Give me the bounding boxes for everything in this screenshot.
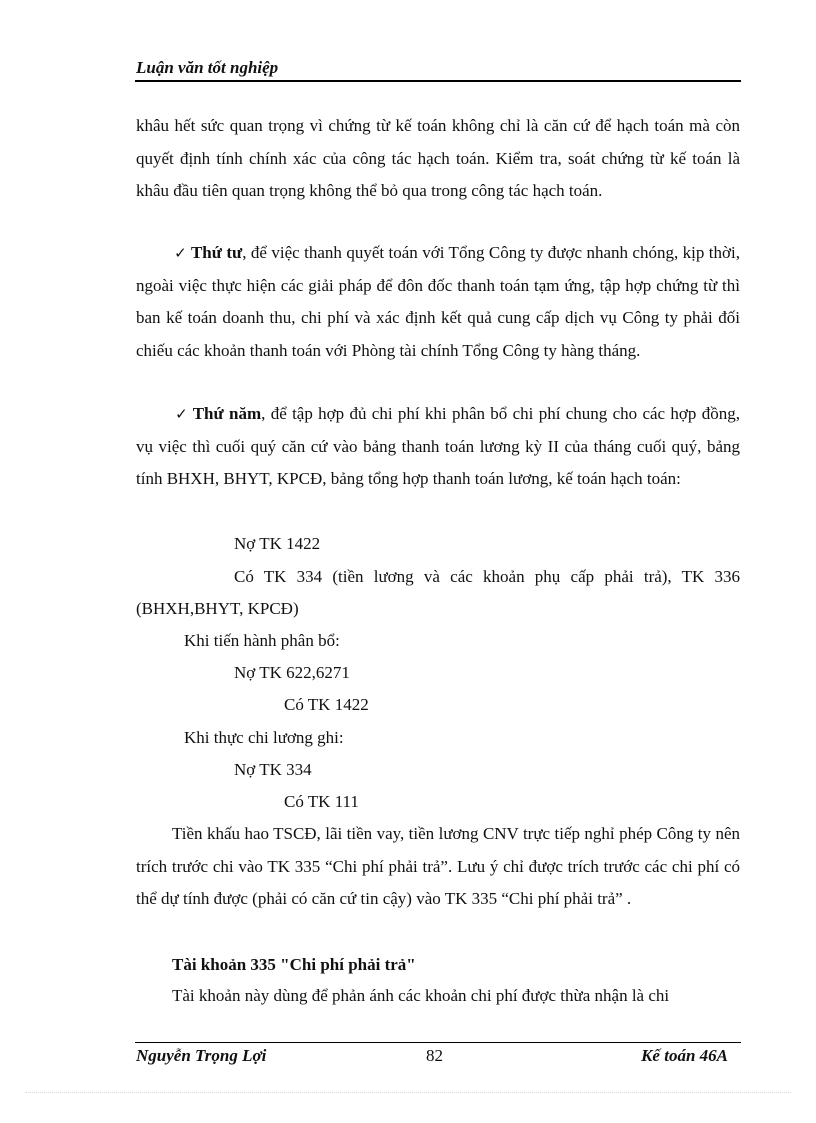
checkmark-icon: ✓: [174, 405, 189, 423]
entry-no-tk-622: Nợ TK 622,6271: [234, 663, 350, 682]
footer-rule: [135, 1042, 741, 1043]
footer-class: Kế toán 46A: [641, 1046, 728, 1065]
entry-bhxh: (BHXH,BHYT, KPCĐ): [136, 599, 299, 618]
entry-co-tk-111: Có TK 111: [284, 792, 359, 811]
footer-author: Nguyễn Trọng Lợi: [136, 1046, 267, 1065]
entry-no-tk-334: Nợ TK 334: [234, 760, 312, 779]
paragraph-thu-tu: [136, 237, 740, 367]
entry-co-tk-334: Có TK 334 (tiền lương và các khoản phụ cấp phải trả), TK 336: [234, 567, 740, 586]
paragraph-text: , để việc thanh quyết toán với Tổng Công ty được nhanh chóng, kịp thời, ngoài việc thực hiện các giải pháp để đôn đốc thanh toán tạm ứng, tập hợp chứng từ thì ban kế toán doanh thu, chi phí và xác định kết quả cung cấp dịch vụ Công ty phải đối chiếu các khoản thanh toán với Phòng tài chính Tổng Công ty hàng tháng.: [136, 243, 740, 360]
paragraph-khau-hao: Tiền khấu hao TSCĐ, lãi tiền vay, tiền lương CNV trực tiếp nghỉ phép Công ty nên trích trước chi vào TK 335 “Chi phí phải trả”. Lưu ý chỉ được trích trước các chi phí có thể dự tính được (phải có căn cứ tin cậy) vào TK 335 “Chi phí phải trả” .: [136, 824, 740, 908]
paragraph-thu-nam: [136, 398, 740, 496]
entry-thuc-chi: Khi thực chi lương ghi:: [184, 728, 344, 747]
bold-lead: Thứ năm: [192, 404, 262, 423]
paragraph-tai-khoan: Tài khoản này dùng để phản ánh các khoản chi phí được thừa nhận là chi: [172, 986, 670, 1005]
page-number: 82: [426, 1046, 443, 1065]
header-rule: [135, 80, 741, 82]
paragraph-1: khâu hết sức quan trọng vì chứng từ kế toán không chỉ là căn cứ để hạch toán mà còn quyết định tính chính xác của công tác hạch toán. Kiểm tra, soát chứng từ kế toán là khâu đầu tiên quan trọng không thể bỏ qua trong công tác hạch toán.: [136, 116, 740, 200]
paragraph-text: , để tập hợp đủ chi phí khi phân bổ chi phí chung cho các hợp đồng, vụ việc thì cuối quý căn cứ vào bảng thanh toán lương kỳ II của tháng cuối quý, bảng tính BHXH, BHYT, KPCĐ, bảng tổng hợp thanh toán lương, kế toán hạch toán:: [136, 404, 740, 488]
entry-no-tk-1422: Nợ TK 1422: [234, 534, 321, 553]
entry-phan-bo: Khi tiến hành phân bổ:: [184, 631, 340, 650]
entry-co-tk-1422: Có TK 1422: [284, 695, 369, 714]
bold-lead: Thứ tư: [190, 243, 243, 262]
page-bottom-border: [25, 1092, 791, 1093]
running-header-title: Luận văn tốt nghiệp: [136, 58, 279, 77]
checkmark-icon: ✓: [174, 244, 187, 262]
section-heading: Tài khoản 335 "Chi phí phải trả": [172, 955, 416, 974]
